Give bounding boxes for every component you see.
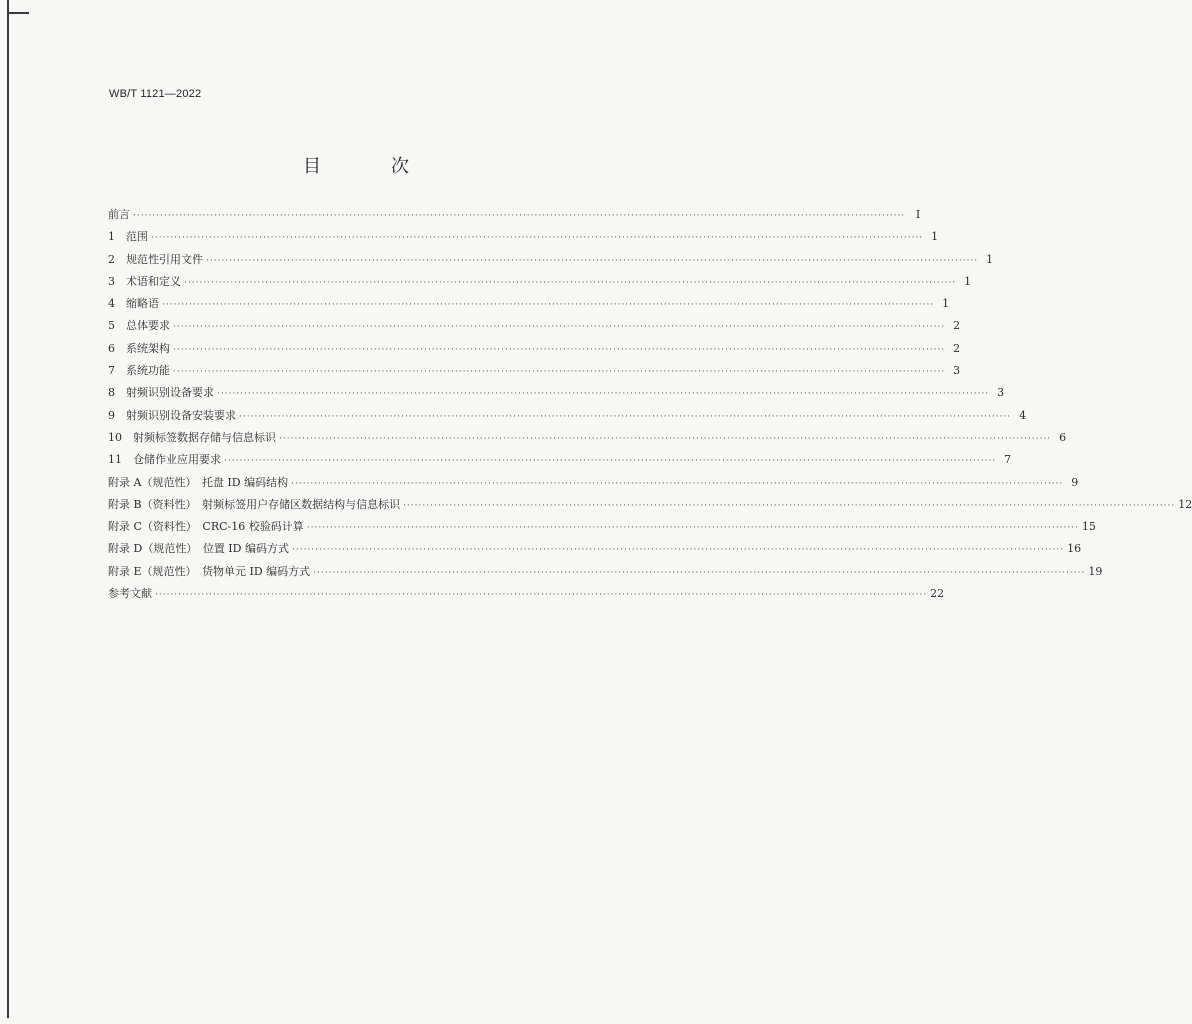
toc-entry-page-number: 19 (1088, 564, 1103, 578)
toc-entry-label: 10 射频标签数据存储与信息标识 (108, 430, 276, 444)
toc-entry-page-number: 15 (1081, 520, 1096, 534)
standard-code: WB/T 1121—2022 (109, 88, 202, 100)
toc-entry-label: 6 系统架构 (108, 341, 170, 355)
toc-entry-page-number: 12 (1178, 497, 1192, 511)
toc-entry-label: 前言 (108, 208, 130, 221)
toc-entry[interactable] (108, 317, 961, 339)
table-of-contents (108, 206, 1192, 607)
toc-entry[interactable] (108, 496, 1192, 518)
toc-dot-leader: ········································································································································································································ (239, 411, 1012, 422)
toc-entry-page-number: 16 (1067, 542, 1082, 556)
toc-entry-label: 附录 A（规范性） 托盘 ID 编码结构 (108, 475, 289, 489)
toc-entry[interactable] (108, 362, 961, 384)
toc-entry-label: 1 范围 (108, 230, 148, 244)
toc-entry-label: 9 射频识别设备安装要求 (108, 408, 236, 422)
toc-entry-label: 附录 E（规范性） 货物单元 ID 编码方式 (108, 564, 311, 578)
toc-entry[interactable] (108, 474, 1079, 496)
toc-entry-label: 7 系统功能 (108, 364, 170, 378)
toc-entry[interactable] (108, 251, 994, 273)
toc-entry-page-number: 1 (964, 274, 972, 288)
toc-entry-page-number: 1 (931, 230, 939, 244)
toc-entry-label: 附录 D（规范性） 位置 ID 编码方式 (108, 542, 289, 556)
toc-entry-page-number: 6 (1059, 430, 1067, 444)
toc-dot-leader: ········································································································································································································ (206, 255, 979, 266)
toc-entry[interactable] (108, 340, 961, 362)
toc-dot-leader: ········································································································································································································ (313, 567, 1086, 578)
toc-entry-page-number: 3 (953, 364, 961, 378)
toc-entry-page-number: 22 (930, 587, 945, 601)
toc-entry-page-number: 2 (953, 341, 961, 355)
toc-entry-page-number: 1 (986, 252, 994, 266)
toc-dot-leader: ········································································································································································································ (184, 277, 957, 288)
toc-entry-label: 附录 B（资料性） 射频标签用户存储区数据结构与信息标识 (108, 497, 401, 511)
toc-entry-page-number: 3 (997, 386, 1005, 400)
toc-entry[interactable] (108, 563, 1103, 585)
toc-dot-leader: ········································································································································································································ (217, 389, 990, 400)
toc-dot-leader: ········································································································································································································ (155, 590, 928, 601)
toc-dot-leader: ········································································································································································································ (224, 456, 997, 467)
page-title: 目 次 (303, 156, 435, 177)
toc-entry[interactable] (108, 451, 1012, 473)
toc-dot-leader: ········································································································································································································ (151, 233, 924, 244)
toc-entry-label: 5 总体要求 (108, 319, 170, 333)
toc-entry[interactable] (108, 407, 1027, 429)
toc-entry[interactable] (108, 585, 945, 607)
toc-dot-leader: ········································································································································································································ (403, 500, 1176, 511)
toc-entry[interactable] (108, 228, 939, 250)
toc-dot-leader: ········································································································································································································ (306, 523, 1079, 534)
toc-entry-page-number: 1 (942, 297, 950, 311)
toc-entry-label: 4 缩略语 (108, 297, 159, 311)
toc-dot-leader: ········································································································································································································ (173, 344, 946, 355)
toc-dot-leader: ········································································································································································································ (279, 433, 1052, 444)
toc-entry-page-number: 2 (953, 319, 961, 333)
toc-entry[interactable] (108, 540, 1082, 562)
scan-border-tick (7, 12, 29, 14)
toc-entry-label: 8 射频识别设备要求 (108, 386, 214, 400)
toc-dot-leader: ········································································································································································································ (162, 300, 935, 311)
toc-entry-page-number: 9 (1071, 475, 1079, 489)
toc-entry-label: 参考文献 (108, 587, 152, 601)
toc-entry[interactable] (108, 295, 950, 317)
toc-dot-leader: ········································································································································································································ (133, 211, 906, 221)
toc-dot-leader: ········································································································································································································ (291, 545, 1065, 556)
toc-entry[interactable] (108, 384, 1005, 406)
toc-entry[interactable] (108, 429, 1067, 451)
toc-dot-leader: ········································································································································································································ (173, 322, 946, 333)
toc-entry-label: 附录 C（资料性） CRC-16 校验码计算 (108, 520, 304, 534)
toc-entry-label: 3 术语和定义 (108, 274, 181, 288)
toc-entry-page-number: 4 (1019, 408, 1027, 422)
toc-entry-page-number: Ⅰ (915, 208, 921, 221)
toc-dot-leader: ········································································································································································································ (173, 367, 946, 378)
toc-dot-leader: ········································································································································································································ (291, 478, 1064, 489)
toc-entry-label: 11 仓储作业应用要求 (108, 453, 221, 467)
toc-entry[interactable] (108, 273, 972, 295)
toc-entry[interactable] (108, 518, 1096, 540)
toc-entry[interactable] (108, 206, 921, 228)
toc-entry-page-number: 7 (1004, 453, 1012, 467)
toc-entry-label: 2 规范性引用文件 (108, 252, 203, 266)
